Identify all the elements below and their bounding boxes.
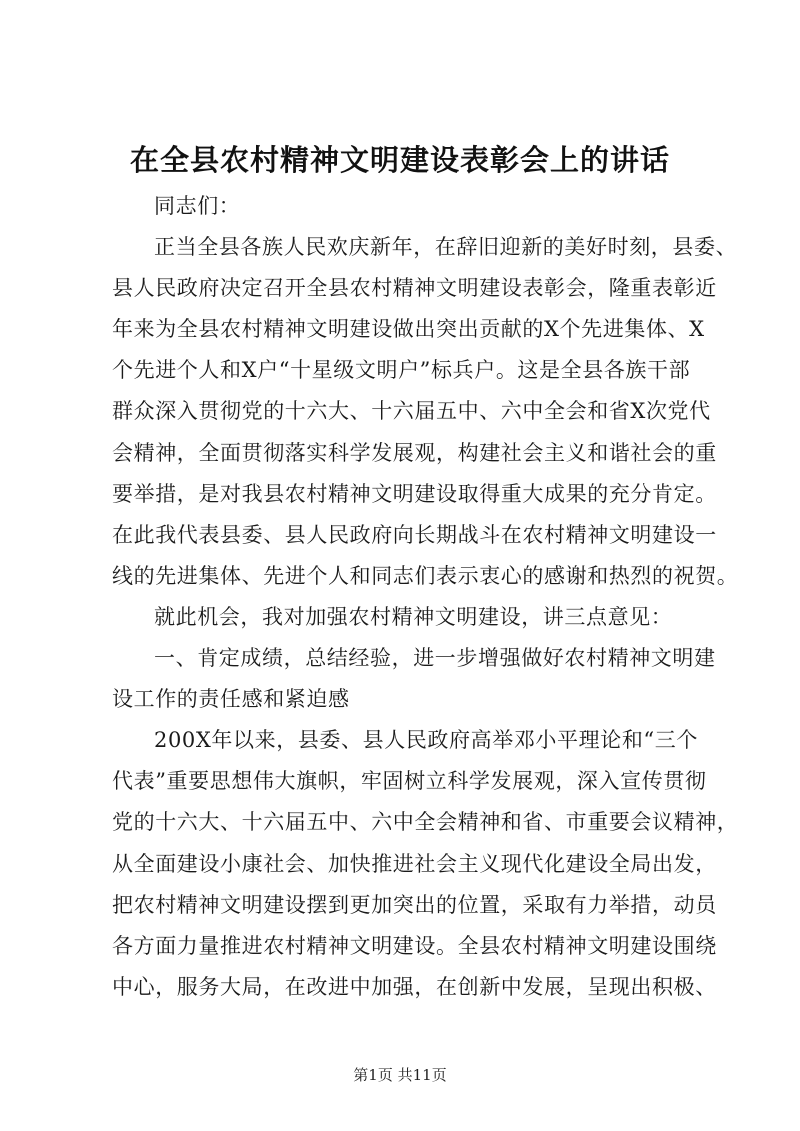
paragraph-line: 县人民政府决定召开全县农村精神文明建设表彰会，隆重表彰近 <box>112 276 717 301</box>
paragraph-line: 线的先进集体、先进个人和同志们表示衷心的感谢和热烈的祝贺。 <box>112 563 739 588</box>
paragraph-line: 把农村精神文明建设摆到更加突出的位置，采取有力举措，动员 <box>112 892 717 917</box>
page-title: 在全县农村精神文明建设表彰会上的讲话 <box>129 143 670 177</box>
document-body <box>112 186 739 1008</box>
paragraph-line: 从全面建设小康社会、加快推进社会主义现代化建设全局出发， <box>112 851 717 876</box>
paragraph-line: 在此我代表县委、县人民政府向长期战斗在农村精神文明建设一 <box>112 522 717 547</box>
paragraph-line: 中心，服务大局，在改进中加强，在创新中发展，呈现出积极、 <box>112 974 717 999</box>
paragraph-line: 会精神，全面贯彻落实科学发展观，构建社会主义和谐社会的重 <box>112 440 717 465</box>
paragraph-line: 就此机会，我对加强农村精神文明建设，讲三点意见： <box>154 604 673 629</box>
paragraph-line: 个先进个人和X户“十星级文明户”标兵户。这是全县各族干部 <box>112 358 691 383</box>
page-footer: 第1页 共11页 <box>353 1066 447 1084</box>
paragraph-line: 群众深入贯彻党的十六大、十六届五中、六中全会和省X次党代 <box>112 399 711 424</box>
paragraph-line: 正当全县各族人民欢庆新年，在辞旧迎新的美好时刻，县委、 <box>154 235 738 260</box>
paragraph-line: 各方面力量推进农村精神文明建设。全县农村精神文明建设围绕 <box>112 933 717 958</box>
paragraph-line: 200X年以来，县委、县人民政府高举邓小平理论和“三个 <box>154 728 698 753</box>
paragraph-line: 代表”重要思想伟大旗帜，牢固树立科学发展观，深入宣传贯彻 <box>112 769 707 794</box>
paragraph-line: 年来为全县农村精神文明建设做出突出贡献的X个先进集体、X <box>112 317 705 342</box>
section-heading-line: 设工作的责任感和紧迫感 <box>112 687 350 712</box>
paragraph-line: 党的十六大、十六届五中、六中全会精神和省、市重要会议精神， <box>112 810 739 835</box>
salutation-line: 同志们： <box>154 194 241 218</box>
paragraph-line: 要举措，是对我县农村精神文明建设取得重大成果的充分肯定。 <box>112 481 717 506</box>
section-heading-line: 一、肯定成绩，总结经验，进一步增强做好农村精神文明建 <box>154 646 716 671</box>
